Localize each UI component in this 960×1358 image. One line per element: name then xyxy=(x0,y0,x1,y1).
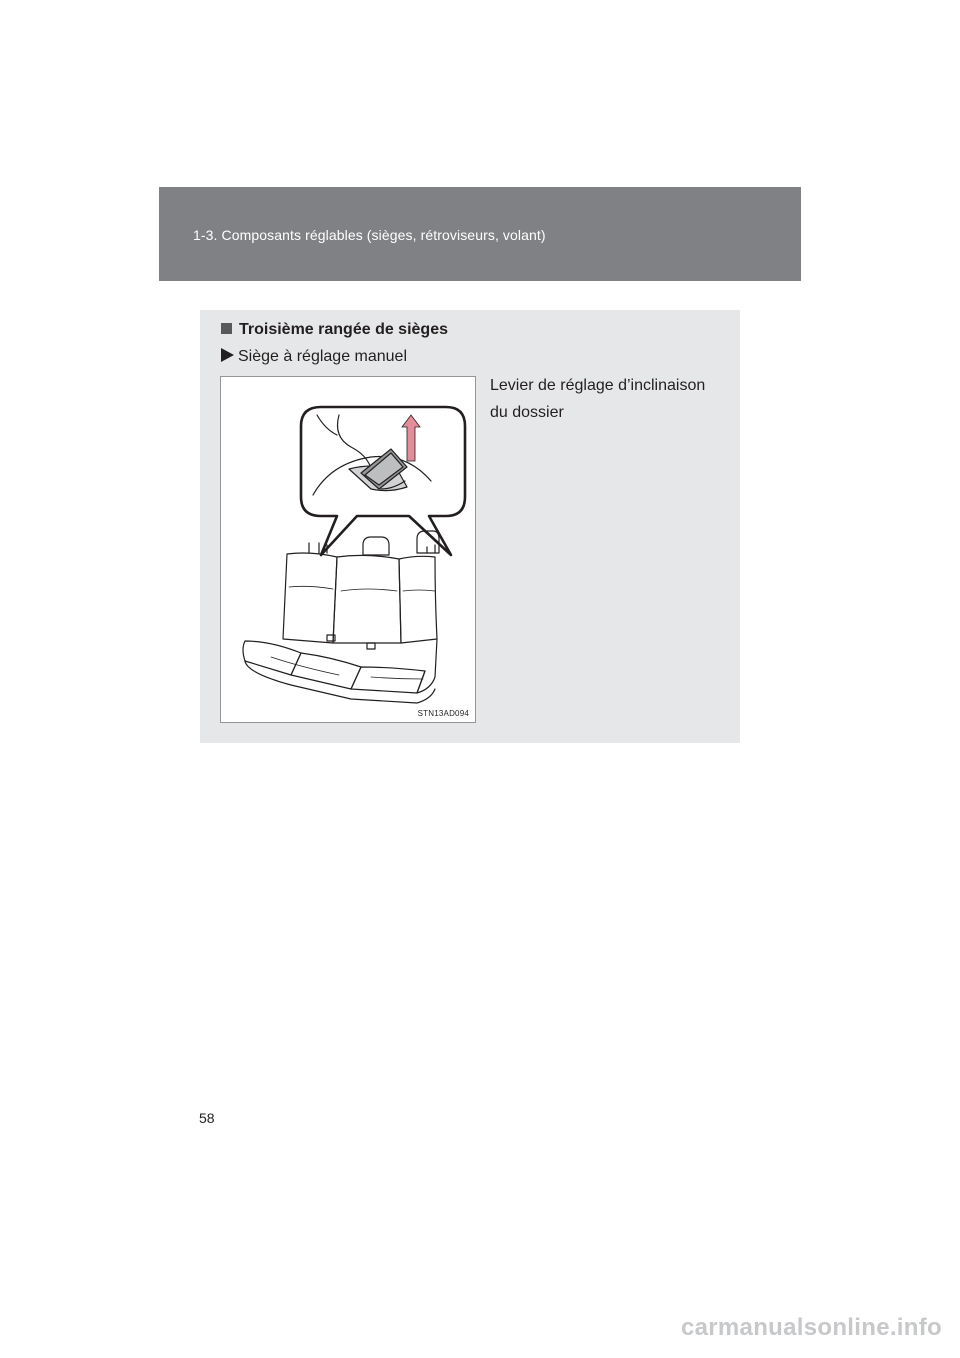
square-bullet-icon xyxy=(221,323,232,334)
seat-illustration xyxy=(220,376,476,723)
triangle-bullet-icon xyxy=(221,348,234,362)
page-number: 58 xyxy=(199,1110,215,1126)
figure-code: STN13AD094 xyxy=(417,709,469,718)
sub-heading-row xyxy=(221,348,407,366)
section-heading: Troisième rangée de sièges xyxy=(239,321,448,338)
watermark[interactable]: carmanualsonline.info xyxy=(680,1314,942,1341)
section-heading-row xyxy=(221,321,448,339)
callout-text xyxy=(490,372,730,426)
header-band xyxy=(159,187,801,281)
chapter-breadcrumb: 1-3. Composants réglables (sièges, rétroviseurs, volant) xyxy=(193,227,546,243)
content-box xyxy=(200,310,740,743)
callout-line-1: Levier de réglage d’inclinaison xyxy=(490,377,706,394)
sub-heading: Siège à réglage manuel xyxy=(238,348,408,365)
callout-line-2: du dossier xyxy=(490,404,564,421)
